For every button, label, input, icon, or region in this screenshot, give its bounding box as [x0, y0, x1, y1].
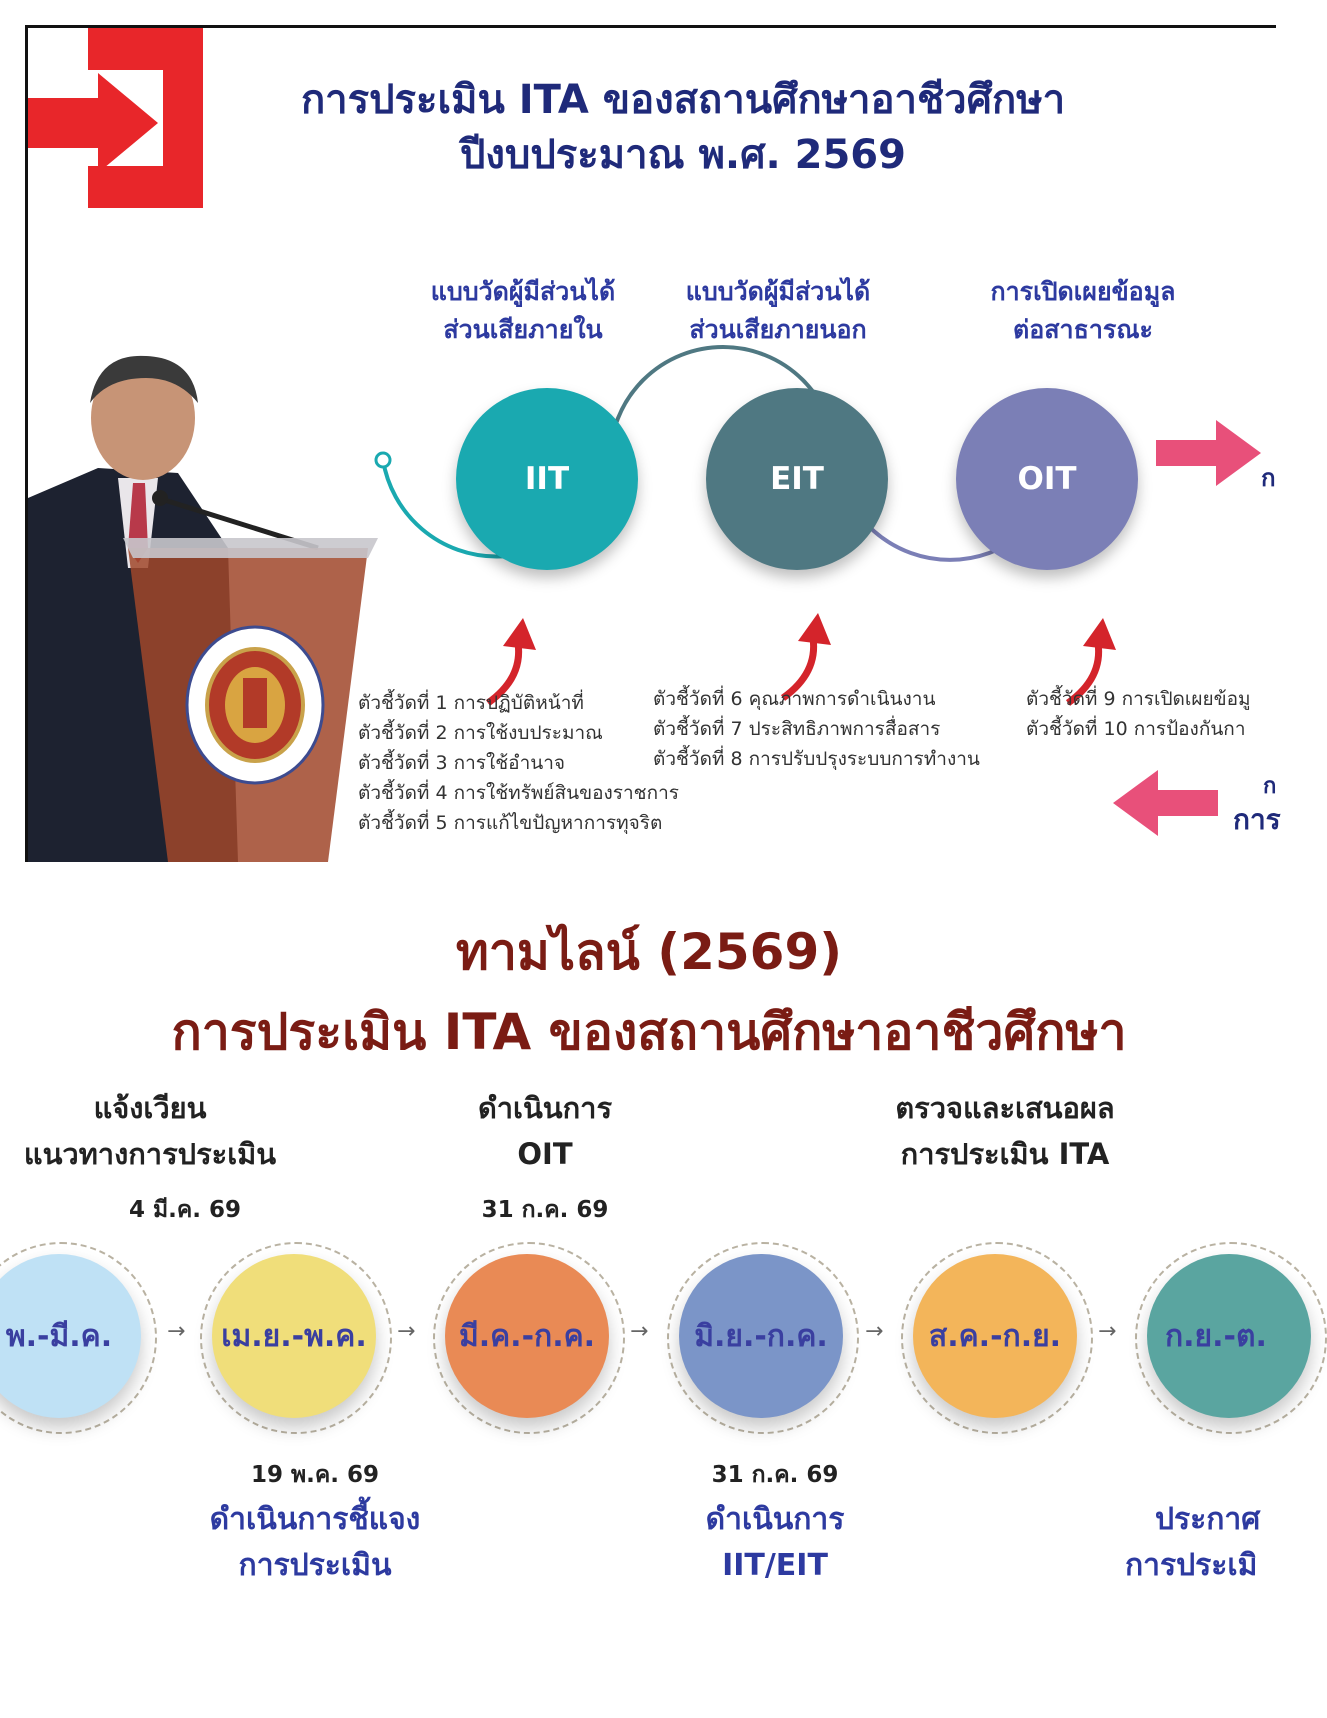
step-label-announce: ประกาศ การประเมิ [1125, 1502, 1261, 1583]
indicator-item: ตัวชี้วัดที่ 5 การแก้ไขปัญหาการทุจริต [358, 812, 663, 834]
timeline-circle-5: ส.ค.-ก.ย. [913, 1254, 1077, 1418]
step-label-notify: แจ้งเวียน แนวทางการประเมิน [23, 1091, 277, 1171]
iit-indicator-list [358, 688, 679, 838]
indicator-item: ตัวชี้วัดที่ 7 ประสิทธิภาพการสื่อสาร [653, 718, 941, 740]
indicator-item: ตัวชี้วัดที่ 6 คุณภาพการดำเนินงาน [653, 688, 936, 710]
timeline-circle-4: มิ.ย.-ก.ค. [679, 1254, 843, 1418]
arrow-right-icon: → [167, 1319, 186, 1344]
arrow-right-icon: → [397, 1319, 416, 1344]
date-iit-eit: 31 ก.ค. 69 [711, 1462, 839, 1488]
indicator-item: ตัวชี้วัดที่ 8 การปรับปรุงระบบการทำงาน [653, 748, 980, 770]
step-label-iit-eit: ดำเนินการ IIT/EIT [705, 1502, 845, 1583]
indicator-item: ตัวชี้วัดที่ 3 การใช้อำนาจ [358, 752, 566, 774]
step-label-oit: ดำเนินการ OIT [477, 1091, 613, 1171]
arrow-right-icon: → [865, 1319, 884, 1344]
category-eit-heading: แบบวัดผู้มีส่วนได้ ส่วนเสียภายนอก [685, 277, 871, 344]
title-line-1: การประเมิน ITA ของสถานศึกษาอาชีวศึกษา [300, 77, 1066, 123]
arrow-right-icon: → [630, 1319, 649, 1344]
oit-indicator-list [1026, 684, 1251, 744]
timeline-circle-6: ก.ย.-ต. [1147, 1254, 1311, 1418]
indicator-item: ตัวชี้วัดที่ 1 การปฏิบัติหน้าที่ [358, 692, 584, 714]
vocational-education-seal-icon [183, 623, 328, 788]
timeline-circle-3: มี.ค.-ก.ค. [445, 1254, 609, 1418]
timeline-title: ทามไลน์ (2569) [455, 923, 843, 981]
ita-infographic-panel [25, 25, 1281, 862]
timeline-panel [5, 870, 1273, 1718]
timeline-circle-2: เม.ย.-พ.ค. [212, 1254, 376, 1418]
title-line-2: ปีงบประมาณ พ.ศ. 2569 [460, 132, 906, 178]
step-label-review: ตรวจและเสนอผล การประเมิน ITA [895, 1091, 1115, 1171]
pink-arrow-left-icon [1113, 768, 1223, 838]
timeline-circle-1: พ.-มี.ค. [0, 1254, 141, 1418]
pink-arrow-right-icon [1156, 418, 1266, 488]
step-label-explain: ดำเนินการชี้แจง การประเมิน [209, 1502, 421, 1583]
category-iit-heading: แบบวัดผู้มีส่วนได้ ส่วนเสียภายใน [430, 277, 616, 344]
category-oit-heading: การเปิดเผยข้อมูล ต่อสาธารณะ [990, 277, 1176, 344]
indicator-item: ตัวชี้วัดที่ 2 การใช้งบประมาณ [358, 722, 603, 744]
eit-indicator-list [653, 684, 980, 774]
arrow-right-icon: → [1098, 1319, 1117, 1344]
date-explain: 19 พ.ค. 69 [250, 1462, 380, 1488]
eit-circle: EIT [706, 388, 888, 570]
iit-circle: IIT [456, 388, 638, 570]
oit-circle: OIT [956, 388, 1138, 570]
red-arrow-logo-icon [28, 28, 218, 218]
indicator-item: ตัวชี้วัดที่ 10 การป้องกันกา [1026, 718, 1246, 740]
timeline-subtitle: การประเมิน ITA ของสถานศึกษาอาชีวศึกษา [171, 1003, 1127, 1061]
date-notify: 4 มี.ค. 69 [128, 1197, 242, 1223]
indicator-item: ตัวชี้วัดที่ 9 การเปิดเผยข้อมู [1026, 688, 1251, 710]
cut-text-right-2: ก [1263, 774, 1277, 799]
cut-text-right-1: ก [1261, 464, 1276, 492]
cut-text-right-3: การ [1233, 803, 1281, 836]
indicator-item: ตัวชี้วัดที่ 4 การใช้ทรัพย์สินของราชการ [358, 782, 679, 804]
date-oit: 31 ก.ค. 69 [481, 1197, 609, 1223]
